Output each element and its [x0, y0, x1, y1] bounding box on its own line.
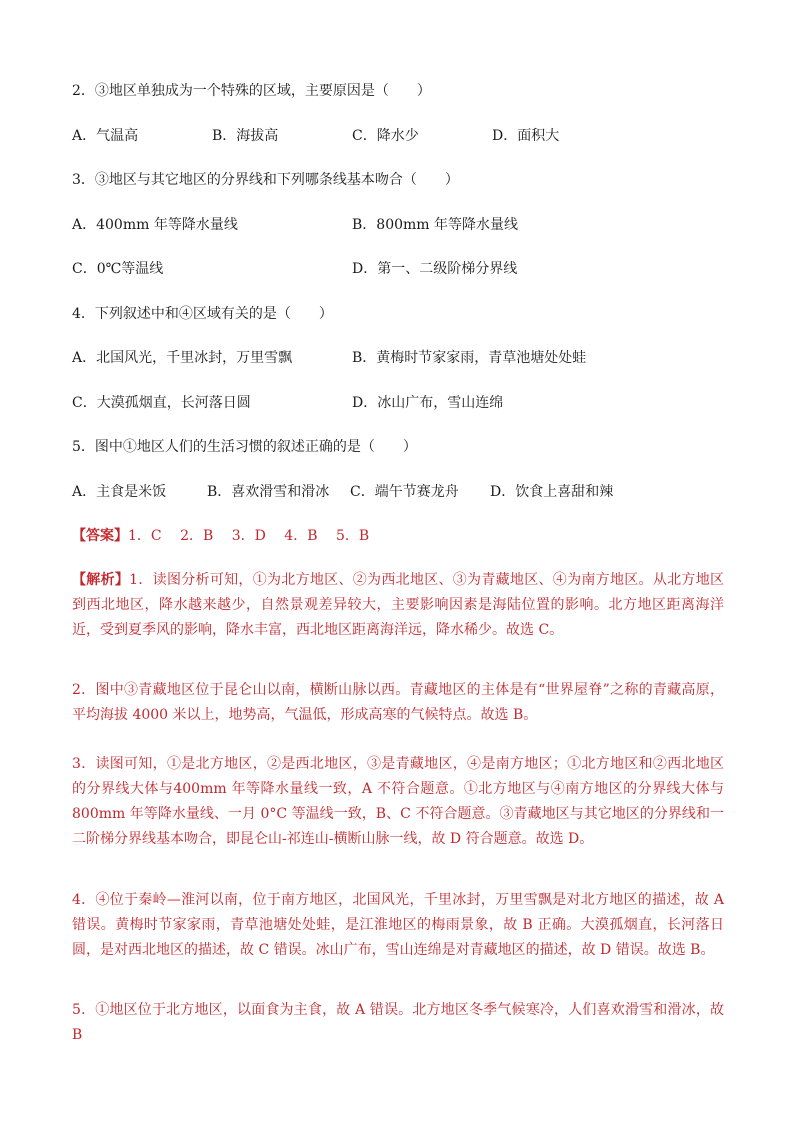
question-3-option-d: D．第一、二级阶梯分界线 — [352, 261, 518, 277]
analysis-paragraph-2: 2．图中③青藏地区位于昆仑山以南，横断山脉以西。青藏地区的主体是有“世界屋脊”之称的青藏高原，平均海拔 4000 米以上，地势高，气温低，形成高寒的气候特点。故选 B。 — [72, 682, 724, 723]
question-2-option-b: B．海拔高 — [212, 128, 279, 144]
question-3-option-c: C．0℃等温线 — [72, 261, 164, 277]
analysis-paragraph-3: 3．读图可知，①是北方地区，②是西北地区，③是青藏地区，④是南方地区；①北方地区和②西北地区的分界线大体与400mm 年等降水量线一致，A 不符合题意。①北方地区与④南方地区的分界线大体与800mm 年等降水量线、一月 0°C 等温线一致，B、C 不符合题意。③青藏地区与其它地区的分界线和一二阶梯分界线基本吻合，即昆仑山-祁连山-横断山脉一线，故 D 符合题意。故选 D。 — [72, 756, 724, 847]
question-4-stem: 4．下列叙述中和④区域有关的是（ ） — [72, 306, 333, 322]
analysis-paragraph-5: 5．①地区位于北方地区，以面食为主食，故 A 错误。北方地区冬季气候寒冷，人们喜欢滑雪和滑冰，故 B — [72, 1002, 724, 1043]
question-5-stem: 5．图中①地区人们的生活习惯的叙述正确的是（ ） — [72, 439, 417, 455]
question-3-stem: 3．③地区与其它地区的分界线和下列哪条线基本吻合（ ） — [72, 172, 459, 188]
question-4-option-a: A．北国风光，千里冰封，万里雪飘 — [72, 350, 293, 366]
question-4-option-d: D．冰山广布，雪山连绵 — [352, 395, 504, 411]
question-5-option-d: D．饮食上喜甜和辣 — [490, 484, 614, 500]
question-3-option-a: A．400mm 年等降水量线 — [72, 217, 238, 233]
question-2-option-d: D．面积大 — [492, 128, 560, 144]
question-2-option-a: A．气温高 — [72, 128, 139, 144]
analysis-paragraph-4: 4．④位于秦岭—淮河以南，位于南方地区，北国风光，千里冰封，万里雪飘是对北方地区的描述，故 A 错误。黄梅时节家家雨，青草池塘处处蛙，是江淮地区的梅雨景象，故 B 正确。大漠孤烟直，长河落日圆，是对西北地区的描述，故 C 错误。冰山广布，雪山连绵是对青藏地区的描述，故 D 错误。故选 B。 — [72, 892, 724, 958]
question-5-option-c: C．端午节赛龙舟 — [350, 484, 459, 500]
question-2-option-c: C．降水少 — [352, 128, 419, 144]
analysis-text-1: 1．读图分析可知，①为北方地区、②为西北地区、③为青藏地区、④为南方地区。从北方地区到西北地区，降水越来越少，自然景观差异较大，主要影响因素是海陆位置的影响。北方地区距离海洋近，受到夏季风的影响，降水丰富，西北地区距离海洋远，降水稀少。故选 C。 — [72, 572, 725, 638]
question-4-option-b: B．黄梅时节家家雨，青草池塘处处蛙 — [352, 350, 587, 366]
answer-text: 1．C 2．B 3．D 4．B 5．B — [128, 528, 370, 544]
analysis-paragraph-1 — [72, 568, 724, 643]
question-5-option-a: A．主食是米饭 — [72, 484, 167, 500]
question-5-option-b: B．喜欢滑雪和滑冰 — [207, 484, 330, 500]
answer-label: 【答案】 — [72, 528, 128, 544]
question-3-option-b: B．800mm 年等降水量线 — [352, 217, 519, 233]
analysis-label: 【解析】 — [72, 572, 130, 588]
question-4-option-c: C．大漠孤烟直，长河落日圆 — [72, 395, 251, 411]
question-2-stem: 2．③地区单独成为一个特殊的区域，主要原因是（ ） — [72, 83, 431, 99]
answer-line — [72, 526, 369, 546]
